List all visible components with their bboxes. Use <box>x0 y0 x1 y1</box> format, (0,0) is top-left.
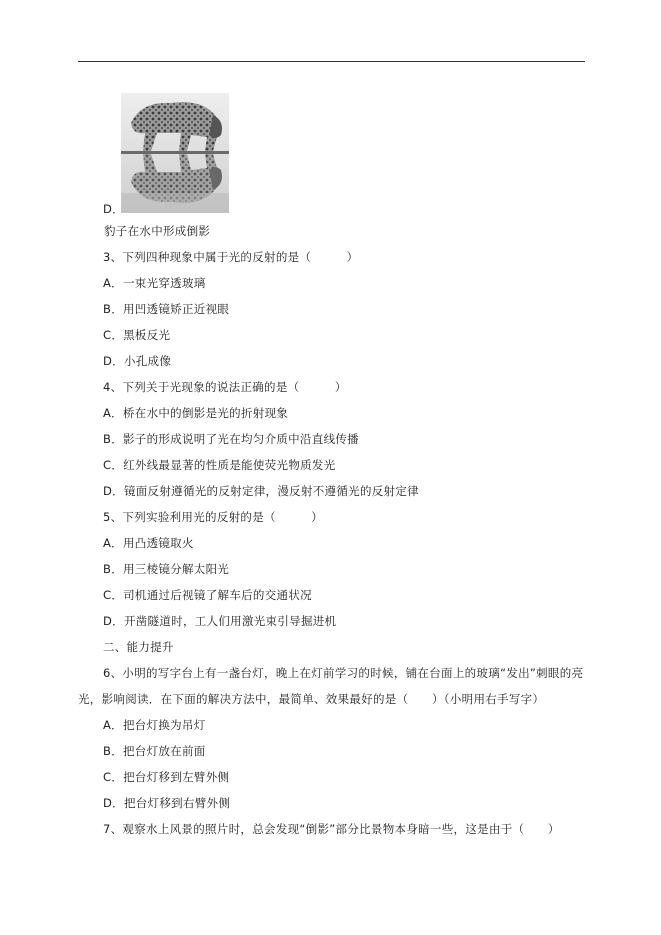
text-line-q6d: D．把台灯移到右臂外侧 <box>103 796 231 810</box>
text-line-q6b: B．把台灯放在前面 <box>103 744 206 758</box>
text-line-q6l1: 6、小明的写字台上有一盏台灯，晚上在灯前学习的时候，铺在台面上的玻璃“发出”刺眼的亮 <box>103 666 584 680</box>
text-line-q3c: C．黑板反光 <box>103 328 171 342</box>
text-line-q3d: D．小孔成像 <box>103 354 172 368</box>
text-line-q3b: B．用凹透镜矫正近视眼 <box>103 302 230 316</box>
text-line-q4b: B．影子的形成说明了光在均匀介质中沿直线传播 <box>103 432 359 446</box>
text-line-q4: 4、下列关于光现象的说法正确的是（ ） <box>103 380 347 394</box>
figure-caption: 豹子在水中形成倒影 <box>104 224 211 238</box>
text-line-q5c: C．司机通过后视镜了解车后的交通状况 <box>103 588 312 602</box>
text-line-q6a: A．把台灯换为吊灯 <box>103 718 206 732</box>
text-line-sec2: 二、能力提升 <box>103 640 174 654</box>
text-line-q6l2: 光，影响阅读．在下面的解决方法中，最简单、效果最好的是（ ）（小明用右手写字） <box>78 692 545 706</box>
text-line-q5: 5、下列实验利用光的反射的是（ ） <box>103 510 324 524</box>
header-rule <box>78 61 585 62</box>
option-d-label: D． <box>103 202 124 216</box>
leopard-reflection-image <box>121 93 229 213</box>
text-line-q5d: D．开凿隧道时，工人们用激光束引导掘进机 <box>103 614 337 628</box>
text-line-q6c: C．把台灯移到左臂外侧 <box>103 770 230 784</box>
text-line-q5b: B．用三棱镜分解太阳光 <box>103 562 230 576</box>
text-line-q3a: A．一束光穿透玻璃 <box>103 276 206 290</box>
text-line-q3: 3、下列四种现象中属于光的反射的是（ ） <box>103 250 359 264</box>
text-line-q4d: D．镜面反射遵循光的反射定律，漫反射不遵循光的反射定律 <box>103 484 419 498</box>
text-line-q4a: A．桥在水中的倒影是光的折射现象 <box>103 406 289 420</box>
text-line-q7: 7、观察水上风景的照片时，总会发现“倒影”部分比景物本身暗一些，这是由于（ ） <box>103 822 560 836</box>
text-line-q4c: C．红外线最显著的性质是能使荧光物质发光 <box>103 458 336 472</box>
text-line-q5a: A．用凸透镜取火 <box>103 536 194 550</box>
leopard-reflection-icon <box>121 93 229 213</box>
